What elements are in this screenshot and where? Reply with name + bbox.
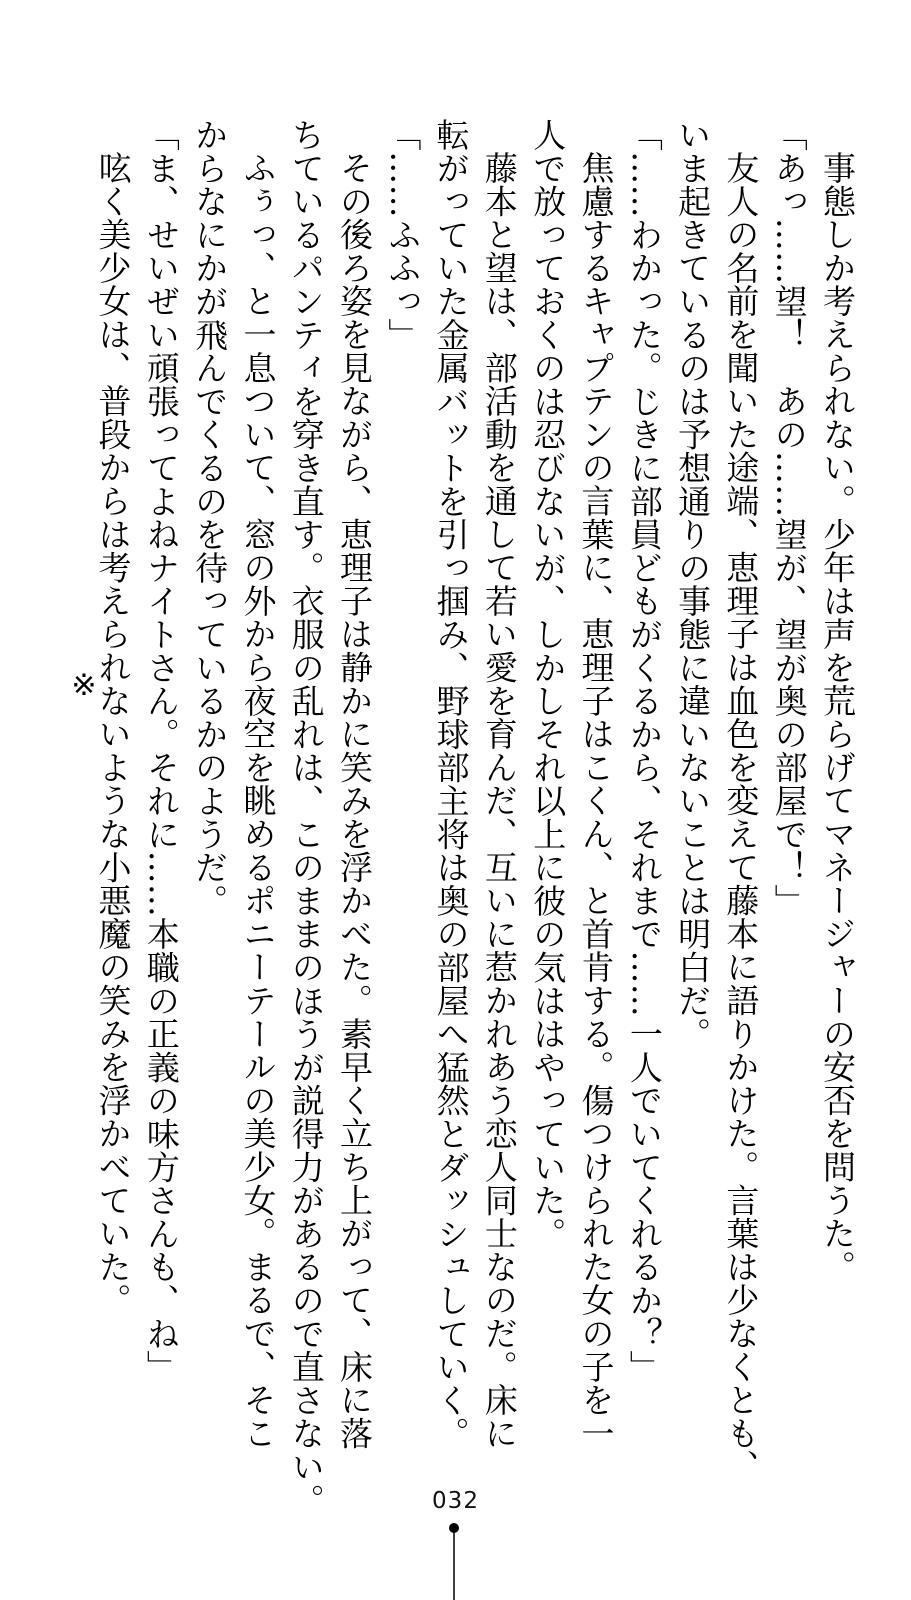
text-line: 焦慮するキャプテンの言葉に、恵理子はこくん、と首肯する。傷つけられた女の子を一 <box>576 151 616 1450</box>
section-break-mark: ※ <box>71 668 97 703</box>
text-line: ちているパンティを穿き直す。衣服の乱れは、このままのほうが説得力があるので直さない。 <box>286 118 326 1517</box>
page-marker-icon <box>449 1522 459 1600</box>
text-line: 「……わかった。じきに部員どもがくるから、それまで……一人でいてくれるか？」 <box>624 118 664 1384</box>
text-line: 「……ふふっ」 <box>383 118 423 352</box>
text-line: 「あっ……望！ あの……望が、望が奥の部屋で！」 <box>769 118 809 918</box>
page-number: 032 <box>432 1488 479 1514</box>
text-line: 藤本と望は、部活動を通して若い愛を育んだ、互いに惹かれあう恋人同士なのだ。床に <box>479 151 519 1450</box>
text-line: 「ま、せいぜい頑張ってよねナイトさん。それに……本職の正義の味方さんも、ね」 <box>141 118 181 1384</box>
text-line: ふぅっ、と一息ついて、窓の外から夜空を眺めるポニーテールの美少女。まるで、そこ <box>238 151 278 1450</box>
text-line: その後ろ姿を見ながら、恵理子は静かに笑みを浮かべた。素早く立ち上がって、床に落 <box>335 151 375 1450</box>
text-line: 人で放っておくのは忍びないが、しかしそれ以上に彼の気ははやっていた。 <box>528 118 568 1251</box>
text-line: 呟く美少女は、普段からは考えられないような小悪魔の笑みを浮かべていた。 <box>93 151 133 1317</box>
text-line: いま起きているのは予想通りの事態に違いないことは明白だ。 <box>673 118 713 1051</box>
text-line: 転がっていた金属バットを引っ掴み、野球部主将は奥の部屋へ猛然とダッシュしていく。 <box>431 118 471 1450</box>
text-line: 事態しか考えられない。少年は声を荒らげてマネージャーの安否を問うた。 <box>818 151 857 1284</box>
text-line: からなにかが飛んでくるのを待っているかのようだ。 <box>190 118 230 918</box>
text-line: 友人の名前を聞いた途端、恵理子は血色を変えて藤本に語りかけた。言葉は少なくとも、 <box>721 151 761 1483</box>
